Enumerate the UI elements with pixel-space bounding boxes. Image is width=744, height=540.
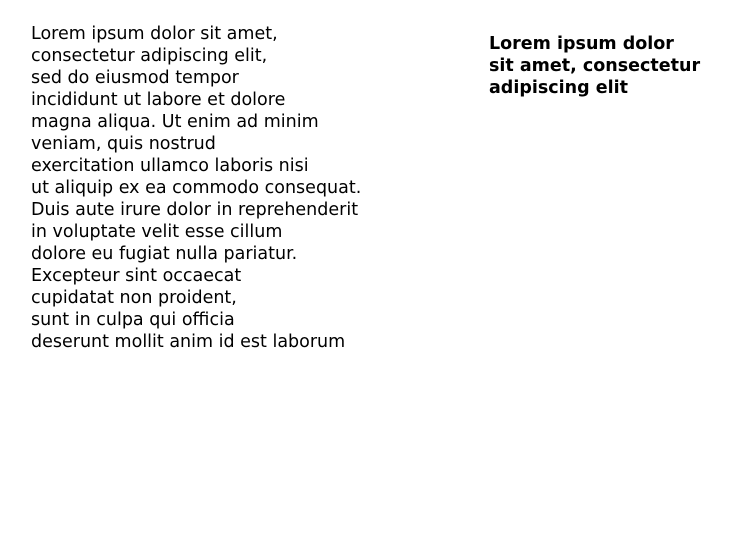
body-line: Excepteur sint occaecat [31,266,242,286]
body-line: Duis aute irure dolor in reprehenderit [31,200,359,220]
callout-line: Lorem ipsum dolor [489,34,674,54]
body-line: veniam, quis nostrud [31,134,216,154]
body-line: consectetur adipiscing elit, [31,46,268,66]
callout-line: adipiscing elit [489,78,628,98]
body-line: sed do eiusmod tempor [31,68,239,88]
body-line: ut aliquip ex ea commodo consequat. [31,178,362,198]
body-line: Lorem ipsum dolor sit amet, [31,24,278,44]
body-line: exercitation ullamco laboris nisi [31,156,309,176]
bold-callout [489,33,739,99]
body-line: deserunt mollit anim id est laborum [31,332,346,352]
body-paragraph [31,23,451,353]
body-line: dolore eu fugiat nulla pariatur. [31,244,298,264]
body-line: in voluptate velit esse cillum [31,222,283,242]
callout-line: sit amet, consectetur [489,56,701,76]
body-line: cupidatat non proident, [31,288,237,308]
body-line: incididunt ut labore et dolore [31,90,286,110]
body-line: magna aliqua. Ut enim ad minim [31,112,319,132]
body-line: sunt in culpa qui officia [31,310,235,330]
